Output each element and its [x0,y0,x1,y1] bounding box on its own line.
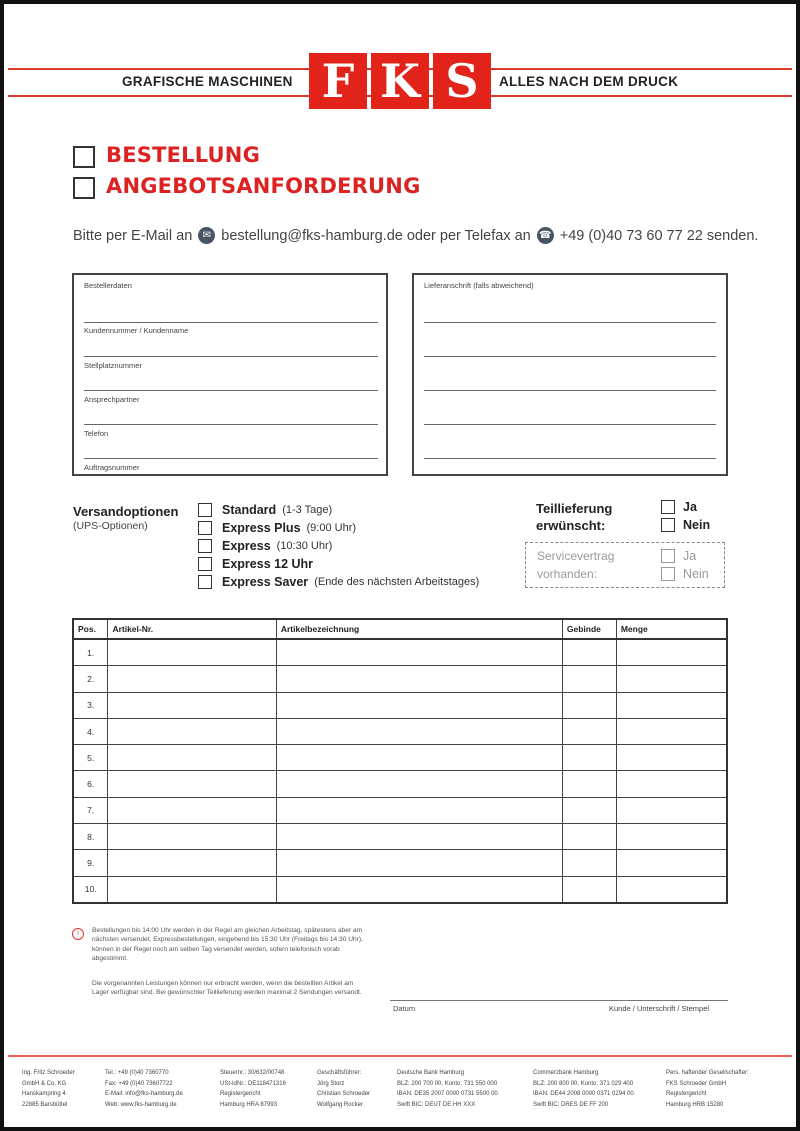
footer-line: Pers. haftender Gesellschafter: [666,1070,749,1076]
field-label-telefon: Telefon [84,429,109,438]
footer-line: Jörg Storz [317,1080,345,1087]
table-row [73,745,727,771]
order-fax: +49 (0)40 73 60 77 22 senden. [559,227,759,244]
row-pos: 5. [73,745,108,771]
info-icon: i [72,928,84,940]
footer-line: Christian Schroeder [317,1091,371,1098]
field-label-auftragsnummer: Auftragsnummer [84,463,140,472]
footer-line: Hanskampring 4 [22,1091,66,1098]
order-data-box [72,273,388,476]
footer-line: BLZ: 200 700 00, Konto: 731 550 000 [397,1080,498,1087]
left-tagline: GRAFISCHE MASCHINEN [122,74,293,89]
footer-line: Geschäftsführer: [317,1070,362,1076]
cell-artikelnr[interactable] [108,824,276,850]
field-label-stellplatz: Stellplatznummer [84,361,142,370]
table-row [73,718,727,744]
partial-yes-checkbox[interactable] [661,500,675,514]
footer-line: Tel.: +49 (0)40 7360770 [105,1070,169,1076]
field-label-ansprechpartner: Ansprechpartner [84,395,140,404]
cell-gebinde[interactable] [562,797,616,823]
cell-gebinde[interactable] [562,666,616,692]
service-label-2: vorhanden: [537,567,598,581]
footer-line: Registergericht [220,1091,261,1098]
cell-artikelnr[interactable] [108,666,276,692]
footer-line[interactable]: Web: www.fks-hamburg.de [105,1101,177,1108]
footer-line: Swift BIC: DRES DE FF 200 [533,1101,609,1108]
cell-bezeichnung[interactable] [276,666,562,692]
row-pos: 1. [73,639,108,666]
table-row [73,771,727,797]
field-line-stellplatz[interactable] [84,390,378,391]
cell-menge[interactable] [616,850,727,876]
option-checkbox[interactable] [198,557,212,571]
notes-paragraph-2: Die vorgenannten Leistungen können nur erbracht werden, wenn die bestellten Artikel am Lager verfügbar sind. Bei gewünschter Teillieferung werden maximal 2 Sendungen versandt. [92,980,362,997]
shipping-option-express-saver[interactable] [198,575,479,589]
col-header-bezeichnung: Artikelbezeichnung [276,619,562,639]
address-line-5[interactable] [424,458,716,459]
field-line-ansprechpartner[interactable] [84,424,378,425]
shipping-label: Versandoptionen [73,504,179,519]
logo-letter-f: F [309,53,367,109]
option-note: (9:00 Uhr) [306,522,357,534]
footer-line: Registergericht [666,1091,707,1098]
footer-line: 22885 Barsbüttel [22,1101,68,1108]
cell-bezeichnung[interactable] [276,745,562,771]
partial-label-2: erwünscht: [536,518,606,533]
cell-gebinde[interactable] [562,850,616,876]
footer-line: GmbH & Co. KG [22,1080,67,1087]
footer-col-bank1 [397,1068,498,1110]
shipping-option-express-12[interactable] [198,557,319,571]
col-header-artikelnr: Artikel-Nr. [108,619,276,639]
table-row [73,639,727,666]
table-row [73,850,727,876]
footer-col-bank2 [533,1068,634,1110]
row-pos: 7. [73,797,108,823]
cell-artikelnr[interactable] [108,745,276,771]
cell-bezeichnung[interactable] [276,692,562,718]
cell-bezeichnung[interactable] [276,797,562,823]
cell-gebinde[interactable] [562,876,616,903]
cell-artikelnr[interactable] [108,639,276,666]
cell-artikelnr[interactable] [108,771,276,797]
table-header-row [73,619,727,639]
option-checkbox[interactable] [198,539,212,553]
cell-gebinde[interactable] [562,745,616,771]
footer-line: Hamburg HRB 15280 [666,1101,724,1108]
items-table [72,618,728,904]
cell-menge[interactable] [616,797,727,823]
row-pos: 9. [73,850,108,876]
partial-no[interactable] [661,518,710,532]
cell-gebinde[interactable] [562,639,616,666]
table-row [73,797,727,823]
cell-bezeichnung[interactable] [276,718,562,744]
service-yes[interactable] [661,549,696,563]
service-no-checkbox[interactable] [661,567,675,581]
date-label: Datum [393,1004,416,1013]
footer-line[interactable]: E-Mail: info@fks-hamburg.de [105,1091,183,1098]
row-pos: 8. [73,824,108,850]
signature-line[interactable] [390,1000,728,1001]
partial-yes[interactable] [661,500,697,514]
cell-artikelnr[interactable] [108,850,276,876]
envelope-icon: ✉ [198,227,215,244]
row-pos: 6. [73,771,108,797]
option-note: (Ende des nächsten Arbeitstages) [314,576,480,588]
row-pos: 4. [73,718,108,744]
bestellung-title: BESTELLUNG [106,143,261,167]
footer-line: Wolfgang Rocker [317,1101,363,1108]
field-label-kundennummer: Kundennummer / Kundenname [84,326,189,335]
partial-label-1: Teillieferung [536,501,613,516]
cell-artikelnr[interactable] [108,797,276,823]
footer-col-contact [105,1068,183,1110]
cell-gebinde[interactable] [562,718,616,744]
cell-bezeichnung[interactable] [276,639,562,666]
address-line-2[interactable] [424,356,716,357]
cell-menge[interactable] [616,666,727,692]
option-name: Express Saver [222,575,309,589]
right-tagline: ALLES NACH DEM DRUCK [499,74,679,89]
col-header-gebinde: Gebinde [562,619,616,639]
footer-line: IBAN: DE44 2008 0000 0371 0294 00 [533,1091,634,1098]
cell-artikelnr[interactable] [108,876,276,903]
col-header-menge: Menge [616,619,727,639]
cell-menge[interactable] [616,824,727,850]
table-row [73,692,727,718]
cell-menge[interactable] [616,639,727,666]
partial-no-checkbox[interactable] [661,518,675,532]
intro-text-1: Bitte per E-Mail an [73,227,193,244]
cell-artikelnr[interactable] [108,692,276,718]
cell-menge[interactable] [616,745,727,771]
cell-menge[interactable] [616,771,727,797]
order-email[interactable]: bestellung@fks-hamburg.de [221,227,403,244]
partial-no-label: Nein [683,518,711,532]
service-yes-checkbox[interactable] [661,549,675,563]
angebot-checkbox[interactable] [73,177,95,199]
intro-text-2: oder per Telefax an [406,227,531,244]
service-no-label: Nein [683,567,709,581]
cell-menge[interactable] [616,718,727,744]
cell-menge[interactable] [616,876,727,903]
footer-line: USt-IdNr.: DE118471316 [220,1080,286,1087]
delivery-address-title: Lieferanschrift (falls abweichend) [424,281,534,290]
footer-line: Swift BIC: DEUT DE HH XXX [397,1101,476,1108]
cell-bezeichnung[interactable] [276,850,562,876]
option-checkbox[interactable] [198,503,212,517]
table-row [73,876,727,903]
footer-line: Fax: +49 (0)40 73607722 [105,1080,173,1087]
option-name: Express Plus [222,521,301,535]
fks-logo [309,53,491,109]
delivery-address-box [412,273,728,476]
footer-line: Commerzbank Hamburg [533,1070,599,1076]
footer-line: Ing. Fritz Schroeder [22,1070,75,1076]
footer-col-tax [220,1068,286,1110]
logo-letter-s: S [433,53,491,109]
cell-bezeichnung[interactable] [276,824,562,850]
option-name: Express [222,539,271,553]
footer-line: BLZ: 200 800 00, Konto: 371 029 400 [533,1080,634,1087]
cell-gebinde[interactable] [562,824,616,850]
field-line-kundennummer[interactable] [84,356,378,357]
footer-line: IBAN: DE35 2007 0000 0731 5500 00 [397,1091,498,1098]
address-line-4[interactable] [424,424,716,425]
footer-line: FKS Schroeder GmbH [666,1080,727,1087]
footer-rule [8,1055,792,1057]
option-note: (1-3 Tage) [282,504,333,516]
address-line-1[interactable] [424,322,716,323]
footer-line: Hamburg HRA 87993 [220,1101,278,1108]
table-row [73,666,727,692]
bestellung-checkbox[interactable] [73,146,95,168]
footer-line: Deutsche Bank Hamburg [397,1070,465,1076]
logo-letter-k: K [371,53,429,109]
option-checkbox[interactable] [198,575,212,589]
address-line-3[interactable] [424,390,716,391]
fax-icon: ☎ [537,227,554,244]
field-label-bestellerdaten: Bestellerdaten [84,281,132,290]
shipping-option-express-plus[interactable] [198,521,356,535]
footer-col-company [22,1068,75,1110]
notes-paragraph-1: Bestellungen bis 14:00 Uhr werden in der Regel am gleichen Arbeitstag, spätestens aber am nächsten versendet. Expressbestellungen, eingehend bis 15:30 Uhr (Freitags bis 14:30 Uhr), können in der Regel noch am selben Tag versendet werden, sofern telefonisch vorab abgestimmt. [92,927,363,963]
footer-col-management [317,1068,370,1110]
service-yes-label: Ja [683,549,697,563]
table-row [73,824,727,850]
cell-bezeichnung[interactable] [276,771,562,797]
shipping-sublabel: (UPS-Optionen) [73,520,148,532]
partial-yes-label: Ja [683,500,697,514]
row-pos: 10. [73,876,108,903]
footer-line: Steuernr.: 30/632/00748 [220,1070,285,1076]
service-label-1: Servicevertrag [537,549,615,563]
intro-line [73,227,758,244]
cell-gebinde[interactable] [562,771,616,797]
service-no[interactable] [661,567,709,581]
option-name: Express 12 Uhr [222,557,314,571]
row-pos: 2. [73,666,108,692]
col-header-pos: Pos. [73,619,108,639]
field-line-bestellerdaten[interactable] [84,322,378,323]
cell-gebinde[interactable] [562,692,616,718]
option-name: Standard [222,503,277,517]
option-note: (10:30 Uhr) [276,540,333,552]
field-line-telefon[interactable] [84,458,378,459]
signature-label: Kunde / Unterschrift / Stempel [609,1004,710,1013]
row-pos: 3. [73,692,108,718]
cell-menge[interactable] [616,692,727,718]
shipping-option-standard[interactable] [198,503,332,517]
footer-col-partner [666,1068,749,1110]
cell-bezeichnung[interactable] [276,876,562,903]
angebot-title: ANGEBOTSANFORDERUNG [106,174,421,198]
cell-artikelnr[interactable] [108,718,276,744]
option-checkbox[interactable] [198,521,212,535]
shipping-option-express[interactable] [198,539,332,553]
